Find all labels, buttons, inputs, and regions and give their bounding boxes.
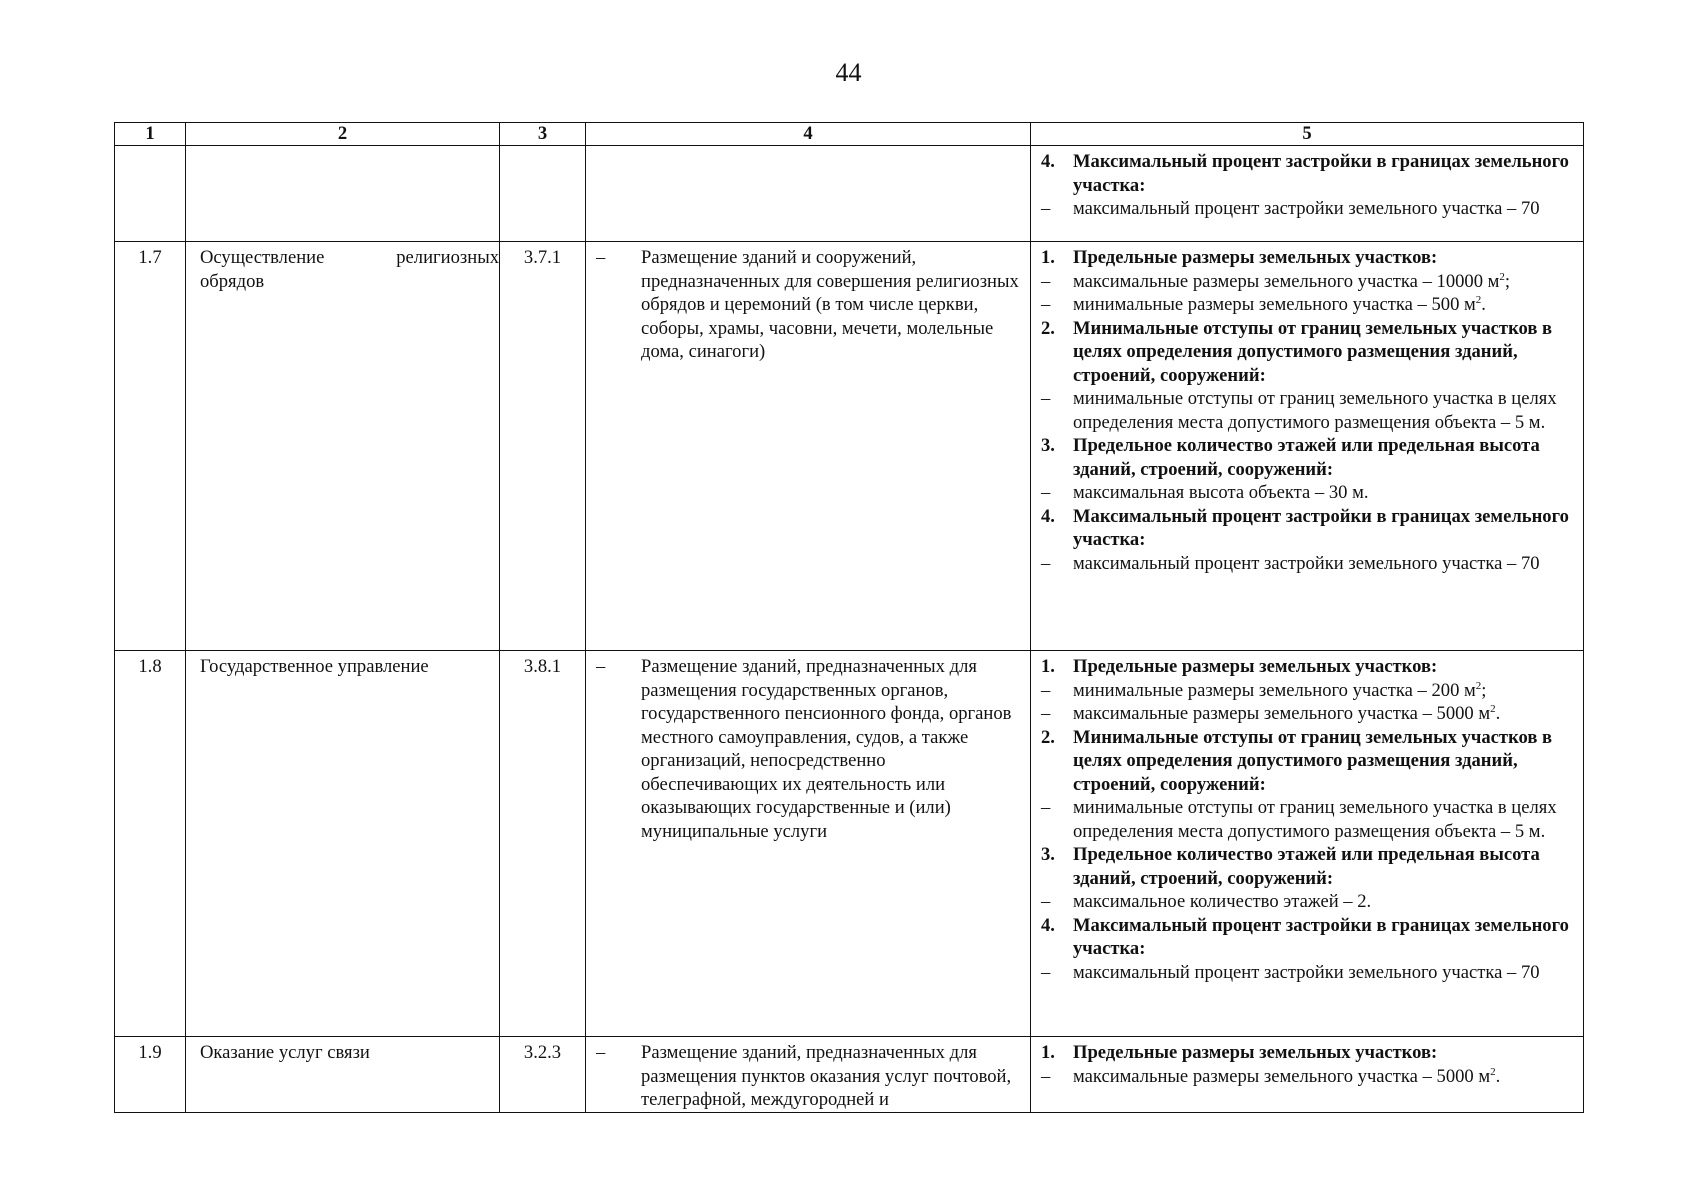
parameter-text: минимальные размеры земельного участка – 200 $м^2$; bbox=[1073, 679, 1487, 701]
use-name-part: Осуществление bbox=[200, 247, 325, 268]
row-number: 1.7 bbox=[115, 242, 186, 651]
parameter-text: минимальные размеры земельного участка – 500 $м^2$. bbox=[1073, 293, 1486, 315]
row-number: 1.8 bbox=[115, 651, 186, 1037]
row-number bbox=[115, 146, 186, 242]
parameter-item bbox=[1041, 552, 1573, 576]
parameter-text: максимальный процент застройки земельного участка – 70 bbox=[1073, 198, 1540, 219]
use-description bbox=[586, 146, 1031, 242]
parameter-item bbox=[1041, 961, 1573, 985]
parameter-text: минимальные отступы от границ земельного участка в целях определения места допустимого размещения объекта – 5 м. bbox=[1073, 388, 1557, 433]
parameter-marker: – bbox=[1041, 797, 1051, 818]
parameter-heading bbox=[1041, 655, 1573, 679]
use-code: 3.7.1 bbox=[500, 242, 586, 651]
parameter-marker: 2. bbox=[1041, 726, 1055, 748]
parameter-heading bbox=[1041, 150, 1573, 197]
parameter-heading bbox=[1041, 246, 1573, 270]
parameter-item bbox=[1041, 387, 1573, 434]
description-text: Размещение зданий и сооружений, предназначенных для совершения религиозных обрядов и церемоний (в том числе церкви, соборы, храмы, часовни, мечети, молельные дома, синагоги) bbox=[641, 247, 1019, 362]
use-name bbox=[186, 146, 500, 242]
use-parameters bbox=[1031, 146, 1584, 242]
page-number: 44 bbox=[835, 58, 862, 87]
parameter-marker: 4. bbox=[1041, 505, 1055, 527]
use-name: Оказание услуг связи bbox=[186, 1037, 500, 1113]
use-parameters bbox=[1031, 1037, 1584, 1113]
parameter-marker: – bbox=[1041, 891, 1051, 912]
parameter-text: максимальное количество этажей – 2. bbox=[1073, 891, 1372, 912]
table-row bbox=[115, 146, 1584, 242]
parameter-text: Максимальный процент застройки в границах земельного участка: bbox=[1073, 151, 1569, 196]
parameter-marker: 2. bbox=[1041, 317, 1055, 339]
parameter-text: Предельные размеры земельных участков: bbox=[1073, 247, 1438, 268]
land-use-table bbox=[114, 122, 1584, 1113]
use-name bbox=[186, 242, 500, 651]
parameter-text: Предельное количество этажей или предельная высота зданий, строений, сооружений: bbox=[1073, 435, 1540, 480]
superscript: 2 bbox=[1475, 679, 1482, 692]
use-name: Государственное управление bbox=[186, 651, 500, 1037]
use-parameters bbox=[1031, 651, 1584, 1037]
use-code: 3.2.3 bbox=[500, 1037, 586, 1113]
parameter-heading bbox=[1041, 505, 1573, 552]
parameter-text: максимальный процент застройки земельного участка – 70 bbox=[1073, 961, 1540, 983]
description-text: Размещение зданий, предназначенных для размещения государственных органов, государственного пенсионного фонда, органов местного самоуправления, судов, а также организаций, непосредственно обеспечивающих их деятельность или оказывающих государственные и (или) муниципальные услуги bbox=[641, 656, 1012, 842]
header-col-1: 1 bbox=[115, 123, 186, 146]
parameter-heading bbox=[1041, 1041, 1573, 1065]
superscript: 2 bbox=[1499, 270, 1505, 283]
parameter-heading bbox=[1041, 843, 1573, 890]
use-name-part: религиозных bbox=[396, 247, 499, 268]
parameter-item bbox=[1041, 197, 1573, 221]
parameter-marker: 4. bbox=[1041, 151, 1055, 172]
table-row bbox=[115, 242, 1584, 651]
superscript: 2 bbox=[1490, 702, 1496, 715]
parameter-heading bbox=[1041, 914, 1573, 961]
parameter-text: максимальная высота объекта – 30 м. bbox=[1073, 482, 1369, 503]
description-text: Размещение зданий, предназначенных для размещения пунктов оказания услуг почтовой, телеграфной, междугородней и bbox=[641, 1042, 1012, 1110]
use-description: – Размещение зданий, предназначенных для размещения государственных органов, государственного пенсионного фонда, органов местного самоуправления, судов, а также организаций, непосредственно обеспечивающих их деятельность или оказывающих государственные и (или) муниципальные услуги bbox=[586, 651, 1031, 1037]
parameter-marker: 1. bbox=[1041, 656, 1055, 677]
header-col-2: 2 bbox=[186, 123, 500, 146]
parameter-marker: – bbox=[1041, 198, 1051, 219]
parameter-marker: – bbox=[1041, 703, 1051, 724]
header-col-5: 5 bbox=[1031, 123, 1584, 146]
header-col-4: 4 bbox=[586, 123, 1031, 146]
parameter-text: Максимальный процент застройки в границах земельного участка: bbox=[1073, 505, 1569, 550]
header-col-3: 3 bbox=[500, 123, 586, 146]
superscript: 2 bbox=[1490, 1065, 1496, 1078]
parameter-marker: – bbox=[1041, 482, 1051, 503]
parameter-text: максимальные размеры земельного участка – 10000 $м^2$; bbox=[1073, 270, 1511, 292]
parameter-item bbox=[1041, 481, 1573, 505]
parameter-text: Предельные размеры земельных участков: bbox=[1073, 656, 1438, 677]
superscript: 2 bbox=[1475, 293, 1482, 306]
parameter-marker: 3. bbox=[1041, 435, 1055, 456]
parameter-item bbox=[1041, 270, 1573, 294]
parameter-text: Максимальный процент застройки в границах земельного участка: bbox=[1073, 914, 1569, 959]
table-row bbox=[115, 651, 1584, 1037]
use-name-part: обрядов bbox=[200, 270, 265, 292]
parameter-heading bbox=[1041, 434, 1573, 481]
parameter-marker: – bbox=[1041, 679, 1051, 701]
use-parameters bbox=[1031, 242, 1584, 651]
parameter-marker: 3. bbox=[1041, 844, 1055, 865]
use-code bbox=[500, 146, 586, 242]
parameter-text: максимальный процент застройки земельного участка – 70 bbox=[1073, 552, 1540, 574]
parameter-item bbox=[1041, 679, 1573, 703]
parameter-marker: 1. bbox=[1041, 1042, 1055, 1063]
parameter-item bbox=[1041, 293, 1573, 317]
row-number: 1.9 bbox=[115, 1037, 186, 1113]
parameter-heading bbox=[1041, 726, 1573, 797]
parameter-heading bbox=[1041, 317, 1573, 388]
parameter-text: максимальные размеры земельного участка – 5000 $м^2$. bbox=[1073, 702, 1501, 724]
parameter-item bbox=[1041, 702, 1573, 726]
parameter-marker: 1. bbox=[1041, 247, 1055, 268]
parameter-marker: – bbox=[1041, 294, 1051, 315]
parameter-text: Минимальные отступы от границ земельных участков в целях определения допустимого размещения зданий, строений, сооружений: bbox=[1073, 726, 1553, 795]
parameter-marker: 4. bbox=[1041, 914, 1055, 936]
use-description: – Размещение зданий и сооружений, предназначенных для совершения религиозных обрядов и церемоний (в том числе церкви, соборы, храмы, часовни, мечети, молельные дома, синагоги) bbox=[586, 242, 1031, 651]
parameter-text: максимальные размеры земельного участка – 5000 $м^2$. bbox=[1073, 1065, 1501, 1087]
use-code: 3.8.1 bbox=[500, 651, 586, 1037]
parameter-marker: – bbox=[1041, 388, 1051, 409]
parameter-item bbox=[1041, 796, 1573, 843]
parameter-marker: – bbox=[1041, 270, 1051, 292]
parameter-item bbox=[1041, 1065, 1573, 1089]
parameter-item bbox=[1041, 890, 1573, 914]
table-row bbox=[115, 1037, 1584, 1113]
use-description: – Размещение зданий, предназначенных для размещения пунктов оказания услуг почтовой, телеграфной, междугородней и bbox=[586, 1037, 1031, 1113]
parameter-text: Предельные размеры земельных участков: bbox=[1073, 1042, 1438, 1063]
parameter-text: Предельное количество этажей или предельная высота зданий, строений, сооружений: bbox=[1073, 844, 1540, 889]
parameter-marker: – bbox=[1041, 552, 1051, 574]
header-row bbox=[115, 123, 1584, 146]
parameter-text: Минимальные отступы от границ земельных участков в целях определения допустимого размещения зданий, строений, сооружений: bbox=[1073, 317, 1553, 386]
parameter-marker: – bbox=[1041, 961, 1051, 983]
parameter-marker: – bbox=[1041, 1065, 1051, 1087]
parameter-text: минимальные отступы от границ земельного участка в целях определения места допустимого размещения объекта – 5 м. bbox=[1073, 797, 1557, 842]
